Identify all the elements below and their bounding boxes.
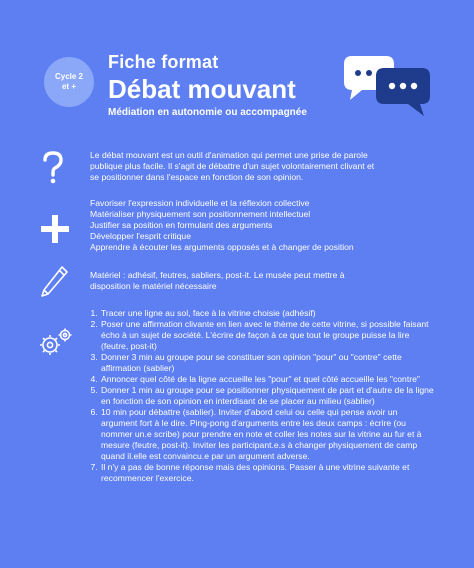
pencil-icon	[38, 264, 70, 300]
badge-line-1: Cycle 2	[54, 72, 84, 81]
intro-line: publique plus facile. Il s'agit de débattre d'un sujet volontairement clivant et	[90, 161, 375, 171]
step-item: 5. Donner 1 min au groupe pour se positionner physiquement de part et d'autre de la ligne en fonction de son opinion en interdisant de se placer au milieu (sablier)	[100, 385, 435, 407]
goal-item: Favoriser l'expression individuelle et la réflexion collective	[90, 198, 310, 208]
goal-item: Développer l'esprit critique	[90, 231, 191, 241]
step-item: 3. Donner 3 min au groupe pour se constituer son opinion "pour" ou "contre" cette affirmation (sablier)	[100, 352, 435, 374]
subtitle: Médiation en autonomie ou accompagnée	[108, 107, 307, 118]
intro-line: se positionner dans l'espace en fonction de son opinion.	[90, 172, 304, 182]
step-item: 7. Il n'y a pas de bonne réponse mais des opinions. Passer à une vitrine suivante et recommencer l'exercice.	[100, 462, 435, 484]
plus-icon	[40, 214, 70, 244]
goal-item: Matérialiser physiquement son positionnement intellectuel	[90, 209, 311, 219]
speech-bubbles-icon	[340, 52, 432, 122]
cycle-badge	[44, 57, 94, 107]
step-item: 2. Poser une affirmation clivante en lien avec le thème de cette vitrine, si possible faisant écho à un sujet de société. L'écrire de façon à ce que tout le groupe puisse la lire (feutre, post-it)	[100, 319, 435, 352]
intro-line: Le débat mouvant est un outil d'animation qui permet une prise de parole	[90, 150, 368, 160]
steps-list	[90, 308, 435, 484]
page-title: Débat mouvant	[108, 74, 296, 104]
material-line: disposition le matériel nécessaire	[90, 281, 217, 291]
badge-line-2: et +	[61, 82, 76, 91]
intro-text	[90, 150, 430, 183]
goals-list	[90, 198, 430, 253]
question-mark-icon	[40, 150, 66, 186]
step-item: 6. 10 min pour débattre (sablier). Inviter d'abord celui ou celle qui pense avoir un argument fort à le dire. Ping-pong d'arguments entre les deux camps : écrire (ou nommer un.e scribe) pour prendre en note et coller les notes sur la vitrine au fur et à mesure (feutre, post-it). Inviter les participant.e.s à changer physiquement de camp quand il.elle est convaincu.e par un argument adverse.	[100, 407, 435, 462]
material-text	[90, 270, 430, 292]
material-line: Matériel : adhésif, feutres, sabliers, post-it. Le musée peut mettre à	[90, 270, 345, 280]
step-item: 4. Annoncer quel côté de la ligne accueille les "pour" et quel côté accueille les "contre"	[100, 374, 435, 385]
step-item: 1. Tracer une ligne au sol, face à la vitrine choisie (adhésif)	[100, 308, 435, 319]
gears-icon	[38, 326, 74, 358]
goal-item: Apprendre à écouter les arguments opposés et à changer de position	[90, 242, 354, 252]
title-small: Fiche format	[108, 52, 219, 72]
goal-item: Justifier sa position en formulant des arguments	[90, 220, 273, 230]
